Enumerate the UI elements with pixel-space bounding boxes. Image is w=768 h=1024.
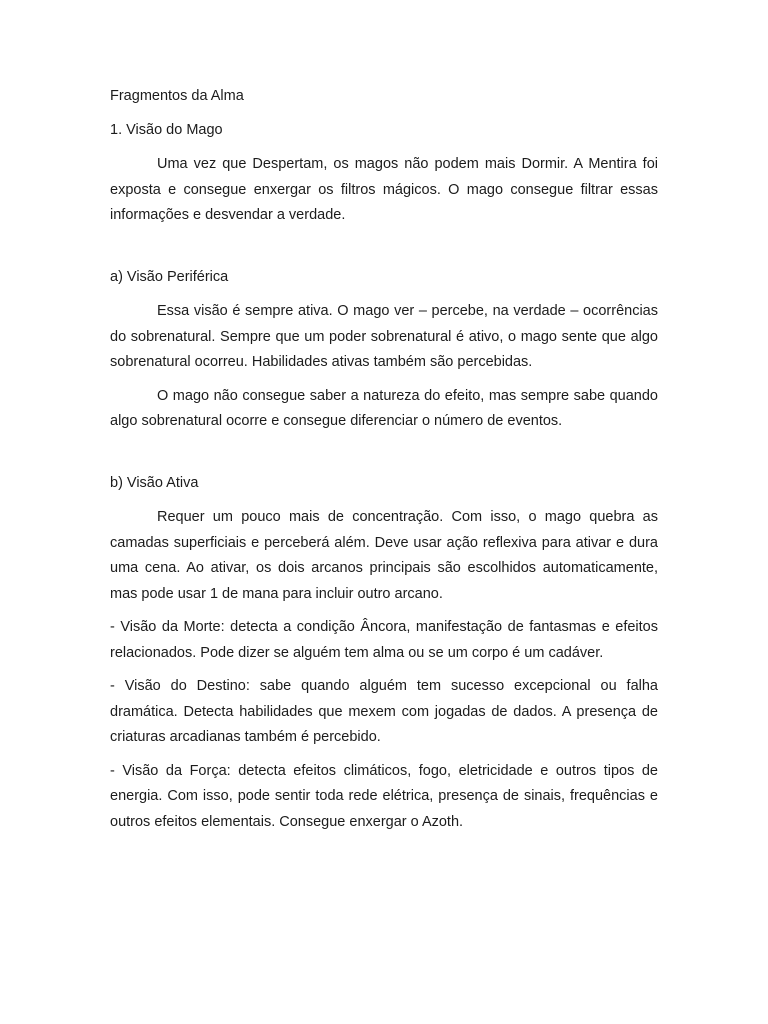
list-item-visao-da-forca: - Visão da Força: detecta efeitos climáticos, fogo, eletricidade e outros tipos de energia. Com isso, pode sentir toda rede elétrica, presença de sinais, frequências e outros efeitos elementais. Consegue enxergar o Azoth. bbox=[110, 762, 658, 830]
list-item-visao-da-morte: - Visão da Morte: detecta a condição Âncora, manifestação de fantasmas e efeitos relacionados. Pode dizer se alguém tem alma ou se um corpo é um cadáver. bbox=[110, 619, 658, 661]
section-heading-visao-ativa: b) Visão Ativa bbox=[110, 474, 199, 491]
section-heading-visao-periferica: a) Visão Periférica bbox=[110, 268, 229, 285]
document-title: Fragmentos da Alma bbox=[110, 88, 244, 104]
paragraph-visao-ativa: Requer um pouco mais de concentração. Com isso, o mago quebra as camadas superficiais e perceberá além. Deve usar ação reflexiva para ativar e dura uma cena. Ao ativar, os dois arcanos principais são escolhidos automaticamente, mas pode usar 1 de mana para incluir outro arcano. bbox=[110, 509, 658, 602]
paragraph-visao-periferica-2: O mago não consegue saber a natureza do efeito, mas sempre sabe quando algo sobrenatural ocorre e consegue diferenciar o número de eventos. bbox=[110, 387, 658, 429]
section-heading-visao-do-mago: 1. Visão do Mago bbox=[110, 121, 223, 138]
paragraph-visao-do-mago: Uma vez que Despertam, os magos não podem mais Dormir. A Mentira foi exposta e consegue enxergar os filtros mágicos. O mago consegue filtrar essas informações e desvendar a verdade. bbox=[110, 156, 658, 223]
paragraph-visao-periferica-1: Essa visão é sempre ativa. O mago ver – percebe, na verdade – ocorrências do sobrenatural. Sempre que um poder sobrenatural é ativo, o mago sente que algo sobrenatural ocorreu. Habilidades ativas também são percebidas. bbox=[110, 303, 658, 370]
document-body bbox=[110, 84, 658, 835]
list-item-visao-do-destino: - Visão do Destino: sabe quando alguém tem sucesso excepcional ou falha dramática. Detecta habilidades que mexem com jogadas de dados. A presença de criaturas arcadianas também é percebido. bbox=[110, 678, 658, 745]
